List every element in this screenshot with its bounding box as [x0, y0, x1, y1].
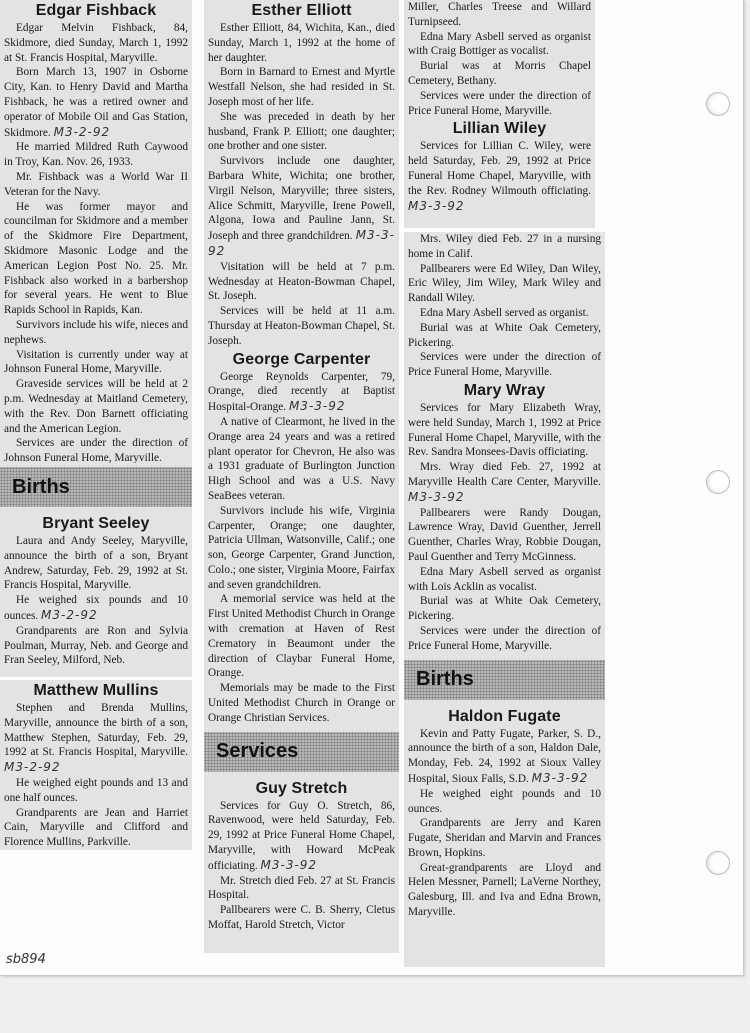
handwritten-date-note: M3-2-92	[4, 760, 61, 775]
paragraph: Memorials may be made to the First United Methodist Church in Orange or Orange Christian Services.	[208, 682, 395, 724]
paragraph: He weighed eight pounds and 10 ounces.	[408, 787, 601, 815]
paragraph: Edna Mary Asbell served as organist.	[420, 306, 589, 319]
paragraph: Mr. Fishback was a World War II Veteran for the Navy.	[4, 170, 188, 198]
paragraph: Services were under the direction of Price Funeral Home, Maryville.	[408, 624, 601, 652]
paragraph: Burial was at White Oak Cemetery, Pickering.	[408, 595, 601, 623]
handwritten-date-note: M3-3-92	[288, 399, 346, 414]
paragraph: Pallbearers were C. B. Sherry, Cletus Moffat, Harold Stretch, Victor	[208, 904, 395, 932]
handwritten-date-note: M3-3-92	[408, 489, 465, 504]
paragraph: Edgar Melvin Fishback, 84, Skidmore, died Sunday, March 1, 1992 at St. Francis Hospital, Maryville.	[4, 22, 188, 64]
paragraph-text: George Reynolds Carpenter, 79, Orange, died recently at Baptist Hospital-Orange.	[208, 370, 395, 414]
binder-punch-hole	[706, 851, 730, 875]
birth-heading: Haldon Fugate	[448, 707, 561, 725]
clipping-edgar-fishback	[0, 0, 192, 463]
section-band-label: Births	[12, 475, 70, 498]
paragraph: He weighed eight pounds and 13 and one half ounces.	[4, 776, 188, 804]
handwritten-date-note: M3-3-92	[260, 857, 318, 872]
paragraph: Born in Barnard to Ernest and Myrtle Westfall Nelson, she had resided in St. Joseph most of her life.	[208, 66, 395, 108]
paragraph: Services for Mary Elizabeth Wray, were held Sunday, March 1, 1992 at Price Funeral Home Chapel, Maryville, with the Rev. Sandra Monsees-Davis officiating.	[408, 401, 601, 459]
binder-punch-hole	[706, 470, 730, 494]
paragraph-text: He weighed six pounds and 10 ounces.	[4, 594, 188, 622]
paragraph: Visitation is currently under way at Johnson Funeral Home, Maryville.	[4, 348, 188, 376]
section-band-label: Births	[416, 668, 474, 691]
paragraph	[4, 593, 188, 624]
obituary-heading: Lillian Wiley	[452, 120, 547, 138]
paragraph: Laura and Andy Seeley, Maryville, announce the birth of a son, Bryant Andrew, Saturday, Feb. 29, 1992 at St. Francis Hospital, Maryville.	[4, 535, 188, 592]
birth-heading: Matthew Mullins	[33, 682, 159, 699]
paragraph-text: Services for Guy O. Stretch, 86, Ravenwood, were held Saturday, Feb. 29, 1992 at Price Funeral Home Chapel, Maryville, with Howard McPeak officiating.	[208, 799, 395, 872]
paragraph-text: Services for Lillian C. Wiley, were held Saturday, Feb. 29, 1992 at Price Funeral Home Chapel, Maryville, with the Rev. Rodney Wilmouth officiating.	[408, 140, 591, 197]
paragraph-text: Mrs. Wray died Feb. 27, 1992 at Maryville Health Care Center, Maryville.	[408, 461, 601, 488]
paragraph: Edna Mary Asbell served as organist with Craig Bottiger as vocalist.	[408, 30, 591, 58]
handwritten-date-note: M3-3-92	[208, 228, 395, 258]
paragraph: Grandparents are Jerry and Karen Fugate, Sheridan and Marvin and Frances Brown, Hopkins.	[408, 817, 601, 859]
paragraph: Mrs. Wiley died Feb. 27 in a nursing home in Calif.	[408, 233, 601, 260]
paragraph: A native of Clearmont, he lived in the Orange area 24 years and was a retired plant operator for Chevron, He also was a 1931 graduate of Burlington Junction High School and was a U.S. Navy SeaBees veteran.	[208, 415, 395, 502]
paragraph	[408, 727, 601, 787]
paragraph	[4, 701, 188, 776]
clipping-bryant-seeley	[0, 463, 192, 677]
paragraph-text: Kevin and Patty Fugate, Parker, S. D., announce the birth of a son, Haldon Dale, Monday, Feb. 24, 1992 at Sioux Valley Hospital, Sioux Falls, S.D.	[408, 727, 601, 785]
handwritten-page-id: sb894	[6, 952, 46, 967]
handwritten-date-note: M3-2-92	[53, 124, 111, 139]
paragraph: He was former mayor and councilman for Skidmore and a member of the Skidmore Fire Department, Skidmore Masonic Lodge and the American Legion Post No. 25. Mr. Fishback also worked in a barbershop for several years. He went to Blue Rapids School in Rapids, Kan.	[4, 200, 188, 317]
paragraph: Services were under the direction of Price Funeral Home, Maryville.	[408, 89, 591, 117]
obituary-heading: Mary Wray	[463, 381, 546, 399]
birth-heading: Bryant Seeley	[42, 515, 150, 532]
paragraph: Mr. Stretch died Feb. 27 at St. Francis Hospital.	[208, 874, 395, 902]
paragraph	[4, 65, 188, 140]
section-band-services	[204, 732, 399, 772]
clipping-column-two	[204, 0, 399, 953]
binder-punch-hole	[706, 92, 730, 116]
handwritten-date-note: M3-2-92	[41, 607, 98, 622]
paragraph: Services are under the direction of Johnson Funeral Home, Maryville.	[4, 437, 188, 463]
paragraph: Grandparents are Jean and Harriet Cain, Maryville and Clifford and Florence Mullins, Parkville.	[4, 806, 188, 849]
clipping-column-three	[404, 232, 605, 967]
obituary-heading: Esther Elliott	[251, 2, 352, 19]
paragraph: A memorial service was held at the First United Methodist Church in Orange with cremation at Haven of Rest Crematory in Beaumont under the direction of Claybar Funeral Home, Orange.	[208, 593, 395, 680]
paragraph: Pallbearers were Randy Dougan, Lawrence Wray, David Guenther, Jerrell Guenther, Charles Wray, Robbie Dougan, Paul Guenther and Terry McGinness.	[408, 506, 601, 563]
obituary-heading: Guy Stretch	[255, 779, 348, 797]
paragraph: Survivors include his wife, nieces and nephews.	[4, 318, 188, 346]
paragraph: Edna Mary Asbell served as organist with Lois Acklin as vocalist.	[408, 565, 601, 593]
section-band-label: Services	[216, 740, 299, 763]
paragraph: Great-grandparents are Lloyd and Helen Messner, Parnell; LaVerne Northey, Galesburg, Ill. and Iva and Edna Brown, Maryville.	[408, 861, 601, 919]
paragraph	[208, 370, 395, 415]
paragraph	[208, 799, 395, 874]
paragraph-text: Survivors include one daughter, Barbara White, Wichita; one brother, Virgil Nelson, Maryville; three sisters, Alice Schmitt, Maryville, Irene Powell, Algona, Iowa and Pauline Jann, St. Joseph and three grandchildren.	[208, 155, 395, 243]
paragraph: Services will be held at 11 a.m. Thursday at Heaton-Bowman Chapel, St. Joseph.	[208, 305, 395, 347]
handwritten-date-note: M3-3-92	[408, 198, 465, 213]
paragraph	[408, 139, 591, 214]
paragraph: Burial was at White Oak Cemetery, Pickering.	[408, 321, 601, 349]
obituary-heading: Edgar Fishback	[35, 2, 157, 19]
paragraph: Pallbearers were Ed Wiley, Dan Wiley, Eric Wiley, Jim Wiley, Mark Wiley and Randall Wiley.	[408, 262, 601, 305]
paragraph: Survivors include his wife, Virginia Carpenter, Orange; one daughter, Patricia Ullman, Watsonville, Calif.; one son, George Carpenter, Grand Junction, Colo.; one sister, Virginia Moore, Fairfax and seven grandchildren.	[208, 504, 395, 591]
paragraph: Services were under the direction of Price Funeral Home, Maryville.	[408, 351, 601, 379]
paragraph-text: Stephen and Brenda Mullins, Maryville, announce the birth of a son, Matthew Stephen, Saturday, Feb. 29, 1992 at St. Francis Hospital, Maryville.	[4, 702, 188, 759]
obituary-heading: George Carpenter	[232, 350, 371, 368]
paragraph: Miller, Charles Treese and Willard Turnipseed.	[408, 1, 591, 28]
paragraph: Burial was at Morris Chapel Cemetery, Bethany.	[408, 60, 591, 87]
paragraph: Grandparents are Ron and Sylvia Poulman, Murray, Neb. and George and Fran Seeley, Milford, Neb.	[4, 624, 188, 667]
clipping-matthew-mullins	[0, 680, 192, 850]
paragraph	[208, 154, 395, 260]
paragraph: Graveside services will be held at 2 p.m. Wednesday at Maitland Cemetery, with the Rev. Don Barnett officiating and the American Legion.	[4, 378, 188, 435]
section-band-births	[0, 467, 192, 507]
paragraph: Visitation will be held at 7 p.m. Wednesday at Heaton-Bowman Chapel, St. Joseph.	[208, 260, 395, 303]
paragraph	[408, 460, 601, 505]
clipping-stretch-continued	[404, 0, 595, 228]
section-band-births	[404, 660, 605, 700]
paragraph-text: Born March 13, 1907 in Osborne City, Kan. to Henry David and Martha Fishback, he was a retired owner and operator of Mobile Oil and Gas Station, Skidmore.	[4, 66, 188, 139]
handwritten-date-note: M3-3-92	[531, 770, 589, 785]
paragraph: Esther Elliott, 84, Wichita, Kan., died Sunday, March 1, 1992 at the home of her daughter.	[208, 22, 395, 64]
paragraph: He married Mildred Ruth Caywood in Troy, Kan. Nov. 26, 1933.	[4, 141, 188, 169]
paragraph: She was preceded in death by her husband, Frank P. Elliott; one daughter; one brother and one sister.	[208, 110, 395, 153]
